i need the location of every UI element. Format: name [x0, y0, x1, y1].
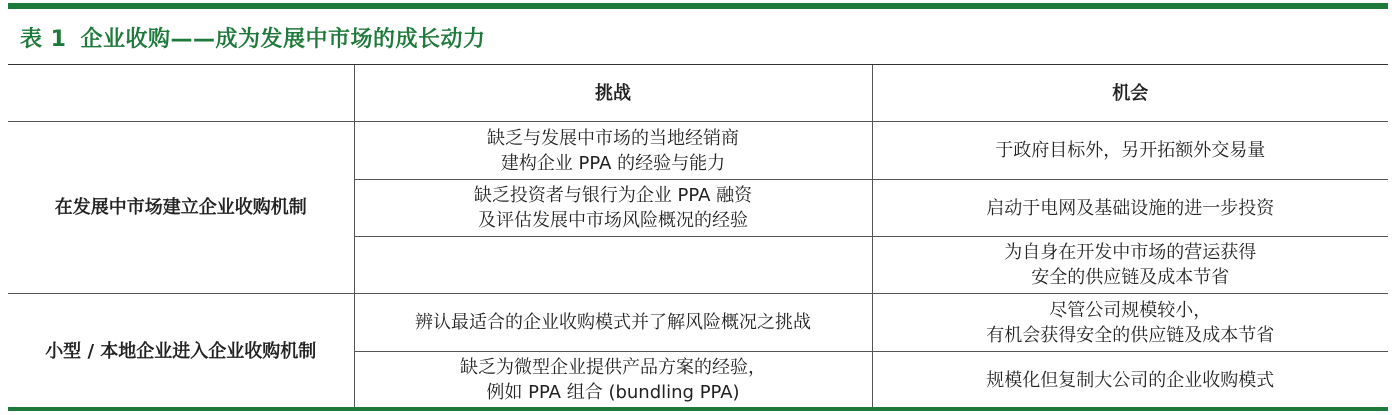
table-row — [8, 122, 1388, 180]
section-label-developing-markets: 在发展中市场建立企业收购机制 — [8, 122, 354, 294]
cell-line: 于政府目标外，另开拓额外交易量 — [995, 140, 1266, 161]
bottom-accent-rule — [8, 407, 1388, 411]
cell-line: 辨认最适合的企业收购模式并了解风险概况之挑战 — [415, 312, 811, 333]
cell-line: 缺乏与发展中市场的当地经销商 — [487, 127, 739, 149]
opportunity-cell — [872, 180, 1388, 237]
challenge-cell — [354, 294, 872, 352]
top-accent-rule — [8, 3, 1388, 9]
challenge-cell-empty — [354, 237, 872, 294]
table-number: 表 1 — [20, 27, 67, 52]
section-label-small-local: 小型 / 本地企业进入企业收购机制 — [8, 294, 354, 409]
header-challenges: 挑战 — [354, 65, 872, 122]
header-empty-cell — [8, 65, 354, 122]
table-title — [20, 22, 485, 53]
cell-line: 缺乏为微型企业提供产品方案的经验， — [460, 357, 766, 378]
acquisition-table — [8, 65, 1388, 408]
header-row — [8, 65, 1388, 122]
cell-line: 启动于电网及基础设施的进一步投资 — [986, 197, 1275, 219]
table-title-text: 企业收购——成为发展中市场的成长动力 — [80, 27, 486, 52]
challenge-cell — [354, 122, 872, 180]
cell-line: 有机会获得安全的供应链及成本节省 — [986, 324, 1275, 346]
cell-line: 尽管公司规模较小， — [1049, 299, 1212, 321]
cell-line: 建构企业 PPA 的经验与能力 — [500, 152, 726, 174]
cell-line: 规模化但复制大公司的企业收购模式 — [986, 369, 1275, 391]
opportunity-cell — [872, 352, 1388, 409]
cell-line: 例如 PPA 组合 (bundling PPA) — [486, 382, 740, 403]
opportunity-cell — [872, 122, 1388, 180]
opportunity-cell — [872, 294, 1388, 352]
challenge-cell — [354, 352, 872, 409]
opportunity-cell — [872, 237, 1388, 294]
header-opportunities: 机会 — [872, 65, 1388, 122]
challenge-cell — [354, 180, 872, 237]
cell-line: 缺乏投资者与银行为企业 PPA 融资 — [473, 185, 753, 206]
cell-line: 安全的供应链及成本节省 — [1031, 267, 1230, 288]
cell-line: 为自身在开发中市场的营运获得 — [1004, 242, 1257, 263]
table-row — [8, 294, 1388, 352]
cell-line: 及评估发展中市场风险概况的经验 — [478, 210, 748, 231]
